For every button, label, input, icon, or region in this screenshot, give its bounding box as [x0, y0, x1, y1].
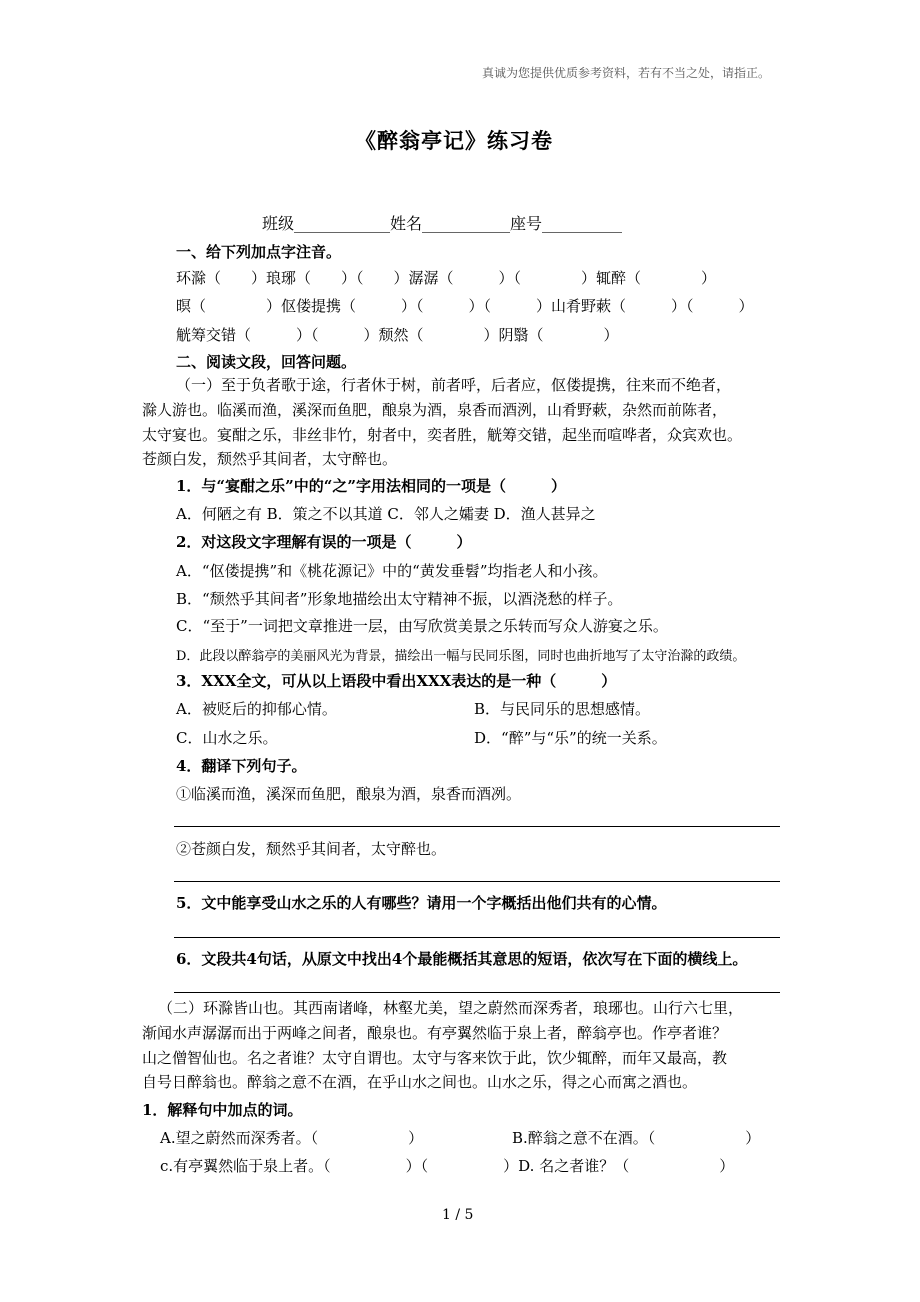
passage2-question-1-c: c.有亭翼然临于泉上者。（ ）（ ）D. 名之者谁？（ ） — [160, 1157, 735, 1175]
pinyin-line: 觥筹交错（ ）（ ）颓然（ ）阴翳（ ） — [176, 326, 619, 344]
question-5: 5．文中能享受山水之乐的人有哪些？请用一个字概括出他们共有的心情。 — [176, 894, 667, 912]
student-info: 班级____________姓名___________座号__________ — [262, 214, 623, 233]
passage1-line: 太守宴也。宴酣之乐，非丝非竹，射者中，奕者胜，觥筹交错，起坐而喧哗者，众宾欢也。 — [142, 426, 743, 444]
passage2-question-1-b: B.醉翁之意不在酒。（ ） — [512, 1129, 761, 1147]
pinyin-line: 环滁（ ）琅琊（ ）（ ）潺潺（ ）（ ）辄醉（ ） — [176, 269, 717, 287]
question-2-option-b: B．“颓然乎其间者”形象地描绘出太守精神不振，以酒浇愁的样子。 — [176, 590, 623, 608]
passage1-line: 苍颜白发，颓然乎其间者，太守醉也。 — [142, 450, 398, 468]
passage2-line: 渐闻水声潺潺而出于两峰之间者，酿泉也。有亭翼然临于泉上者，醉翁亭也。作亭者谁？ — [142, 1024, 728, 1042]
question-4-sentence-2: ②苍颜白发，颓然乎其间者，太守醉也。 — [176, 840, 447, 858]
answer-line[interactable] — [174, 826, 780, 827]
passage2-line: 山之僧智仙也。名之者谁？太守自谓也。太守与客来饮于此，饮少辄醉，而年又最高，教 — [142, 1049, 728, 1067]
answer-line[interactable] — [174, 992, 780, 993]
question-3-option-c: C．山水之乐。 — [176, 729, 278, 747]
section2-heading: 二、阅读文段，回答问题。 — [176, 353, 357, 371]
question-6: 6．文段共4句话，从原文中找出4个最能概括其意思的短语，依次写在下面的横线上。 — [176, 950, 748, 968]
question-1-options: A．何陋之有 B．策之不以其道 C．邻人之孀妻 D．渔人甚异之 — [176, 505, 596, 523]
question-1: 1．与“宴酣之乐”中的“之”字用法相同的一项是（ ） — [176, 477, 566, 495]
question-2: 2．对这段文字理解有误的一项是（ ） — [176, 533, 472, 551]
answer-line[interactable] — [174, 881, 780, 882]
page-number: 1 / 5 — [442, 1207, 474, 1223]
question-4-sentence-1: ①临溪而渔，溪深而鱼肥，酿泉为酒，泉香而酒冽。 — [176, 785, 522, 803]
passage2-line: （二）环滁皆山也。其西南诸峰，林壑尤美，望之蔚然而深秀者，琅琊也。山行六七里， — [158, 999, 744, 1017]
question-2-option-d: D．此段以醉翁亭的美丽风光为背景，描绘出一幅与民同乐图，同时也曲折地写了太守治滁的政绩。 — [176, 649, 746, 664]
passage2-question-1: 1．解释句中加点的词。 — [142, 1101, 303, 1119]
pinyin-line: 暝（ ）伛偻提携（ ）（ ）（ ）山肴野蔌（ ）（ ） — [176, 297, 754, 315]
page-title: 《醉翁亭记》练习卷 — [355, 128, 553, 153]
question-3-option-a: A．被贬后的抑郁心情。 — [176, 700, 337, 718]
passage1-line: 滁人游也。临溪而渔，溪深而鱼肥，酿泉为酒，泉香而酒洌，山肴野蔌，杂然而前陈者， — [142, 401, 728, 419]
question-3: 3．XXX全文，可从以上语段中看出XXX表达的是一种（ ） — [176, 672, 617, 690]
passage2-question-1-a: A.望之蔚然而深秀者。（ ） — [160, 1129, 424, 1147]
question-4: 4．翻译下列句子。 — [176, 757, 307, 775]
passage1-line: （一）至于负者歌于途，行者休于树，前者呼，后者应，伛偻提携，往来而不绝者， — [176, 376, 732, 394]
question-2-option-c: C．“至于”一词把文章推进一层，由写欣赏美景之乐转而写众人游宴之乐。 — [176, 617, 668, 635]
passage2-line: 自号日醉翁也。醉翁之意不在酒，在乎山水之间也。山水之乐，得之心而寓之酒也。 — [142, 1073, 698, 1091]
question-3-option-d: D．“醉”与“乐”的统一关系。 — [474, 729, 667, 747]
section1-heading: 一、给下列加点字注音。 — [176, 243, 342, 261]
answer-line[interactable] — [174, 937, 780, 938]
header-note: 真诚为您提供优质参考资料，若有不当之处，请指正。 — [482, 66, 771, 80]
question-2-option-a: A．“伛偻提携”和《桃花源记》中的“黄发垂髫”均指老人和小孩。 — [176, 562, 608, 580]
question-3-option-b: B．与民同乐的思想感情。 — [474, 700, 651, 718]
